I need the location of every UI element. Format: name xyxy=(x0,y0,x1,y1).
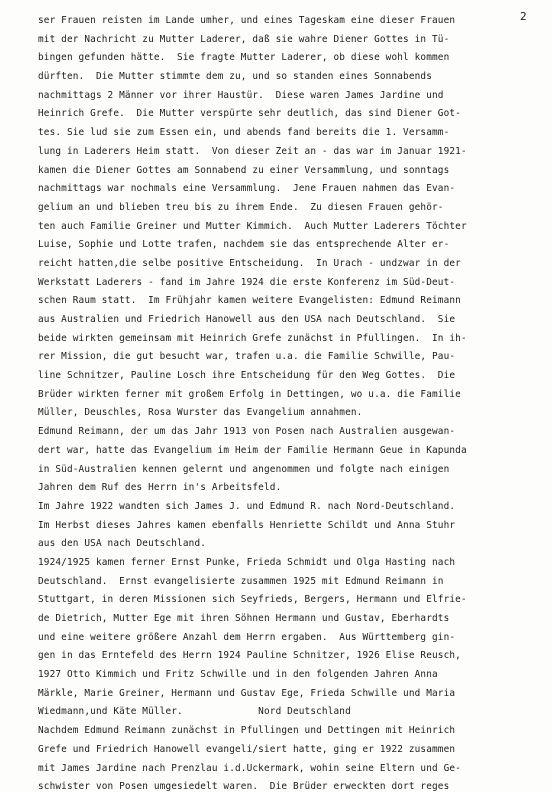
text-line: in Süd-Australien kennen gelernt und angenommen und folgte nach einigen xyxy=(38,463,450,475)
text-line: lung in Laderers Heim statt. Von dieser Zeit an - das war im Januar 1921- xyxy=(38,145,467,157)
text-line: Jahren dem Ruf des Herrn in's Arbeitsfeld. xyxy=(38,482,282,494)
text-line: schwister von Posen umgesiedelt waren. Die Brüder erweckten dort reges xyxy=(38,781,450,793)
text-line: Grefe und Friedrich Hanowell evangeli/siert hatte, ging er 1922 zusammen xyxy=(38,743,456,755)
text-line: Werkstatt Laderers - fand im Jahre 1924 die erste Konferenz im Süd-Deut- xyxy=(38,276,456,288)
text-line: mit James Jardine nach Prenzlau i.d.Uckermark, wohin seine Eltern und Ge- xyxy=(38,762,461,774)
text-line: beide wirkten gemeinsam mit Heinrich Grefe zunächst in Pfullingen. In ih- xyxy=(38,332,467,344)
text-line-with-section-heading: Wiedmann,und Käte Müller. Nord Deutschland xyxy=(38,706,351,718)
text-line: Im Jahre 1922 wandten sich James J. und Edmund R. nach Nord-Deutschland. xyxy=(38,500,456,512)
text-line: ten auch Familie Greiner und Mutter Kimmich. Auch Mutter Laderers Töchter xyxy=(38,220,467,232)
text-line: Märkle, Marie Greiner, Hermann und Gustav Ege, Frieda Schwille und Maria xyxy=(38,687,456,699)
text-line: schen Raum statt. Im Frühjahr kamen weitere Evangelisten: Edmund Reimann xyxy=(38,295,461,307)
text-line: Deutschland. Ernst evangelisierte zusammen 1925 mit Edmund Reimann in xyxy=(38,575,444,587)
text-line: line Schnitzer, Pauline Losch ihre Entscheidung für den Weg Gottes. Die xyxy=(38,370,456,382)
page-number: 2 xyxy=(520,10,527,23)
text-line: Luise, Sophie und Lotte trafen, nachdem sie das entsprechende Alter er- xyxy=(38,239,450,251)
text-line: Nachdem Edmund Reimann zunächst in Pfullingen und Dettingen mit Heinrich xyxy=(38,725,456,737)
text-line: dürften. Die Mutter stimmte dem zu, und so standen eines Sonnabends xyxy=(38,71,433,83)
text-line: gelium an und blieben treu bis zu ihrem Ende. Zu diesen Frauen gehör- xyxy=(38,201,444,213)
text-line: 1924/1925 kamen ferner Ernst Punke, Frieda Schmidt und Olga Hasting nach xyxy=(38,556,456,568)
text-line: rer Mission, die gut besucht war, trafen u.a. die Familie Schwille, Pau- xyxy=(38,351,456,363)
text-line: ser Frauen reisten im Lande umher, und eines Tageskam eine dieser Frauen xyxy=(38,15,456,26)
text-line: Edmund Reimann, der um das Jahr 1913 von Posen nach Australien ausgewan- xyxy=(38,426,456,438)
text-line: de Dietrich, Mutter Ege mit ihren Söhnen Hermann und Gustav, Eberhardts xyxy=(38,613,450,624)
text-line: gen in das Erntefeld des Herrn 1924 Pauline Schnitzer, 1926 Elise Reusch, xyxy=(38,650,461,662)
text-line: tes. Sie lud sie zum Essen ein, und abends fand bereits die 1. Versamm- xyxy=(38,127,450,139)
text-line: kamen die Diener Gottes am Sonnabend zu einer Versammlung, und sonntags xyxy=(38,164,450,176)
text-line: Im Herbst dieses Jahres kamen ebenfalls Henriette Schildt und Anna Stuhr xyxy=(38,519,456,531)
text-line: dert war, hatte das Evangelium im Heim der Familie Hermann Geue in Kapunda xyxy=(38,444,467,456)
text-line: nachmittags war nochmals eine Versammlung. Jene Frauen nahmen das Evan- xyxy=(38,183,456,195)
text-line: Brüder wirkten ferner mit großem Erfolg in Dettingen, wo u.a. die Familie xyxy=(38,388,461,400)
text-line: 1927 Otto Kimmich und Fritz Schwille und in den folgenden Jahren Anna xyxy=(38,669,438,681)
text-line: aus den USA nach Deutschland. xyxy=(38,538,207,550)
text-line: aus Australien und Friedrich Hanowell aus den USA nach Deutschland. Sie xyxy=(38,314,456,325)
text-line: Heinrich Grefe. Die Mutter verspürte sehr deutlich, das sind Diener Got- xyxy=(38,108,461,120)
text-line: bingen gefunden hätte. Sie fragte Mutter Laderer, ob diese wohl kommen xyxy=(38,52,450,64)
body-text xyxy=(38,12,538,797)
text-line: Müller, Deuschles, Rosa Wurster das Evangelium annahmen. xyxy=(38,407,363,419)
text-line: reicht hatten,die selbe positive Entscheidung. In Urach - undzwar in der xyxy=(38,257,461,269)
text-line: Stuttgart, in deren Missionen sich Seyfrieds, Bergers, Hermann und Elfrie- xyxy=(38,594,467,606)
text-line: und eine weitere größere Anzahl dem Herrn ergaben. Aus Württemberg gin- xyxy=(38,631,456,643)
text-line: mit der Nachricht zu Mutter Laderer, daß sie wahre Diener Gottes in Tü- xyxy=(38,33,450,45)
text-line: nachmittags 2 Männer vor ihrer Haustür. Diese waren James Jardine und xyxy=(38,89,444,101)
